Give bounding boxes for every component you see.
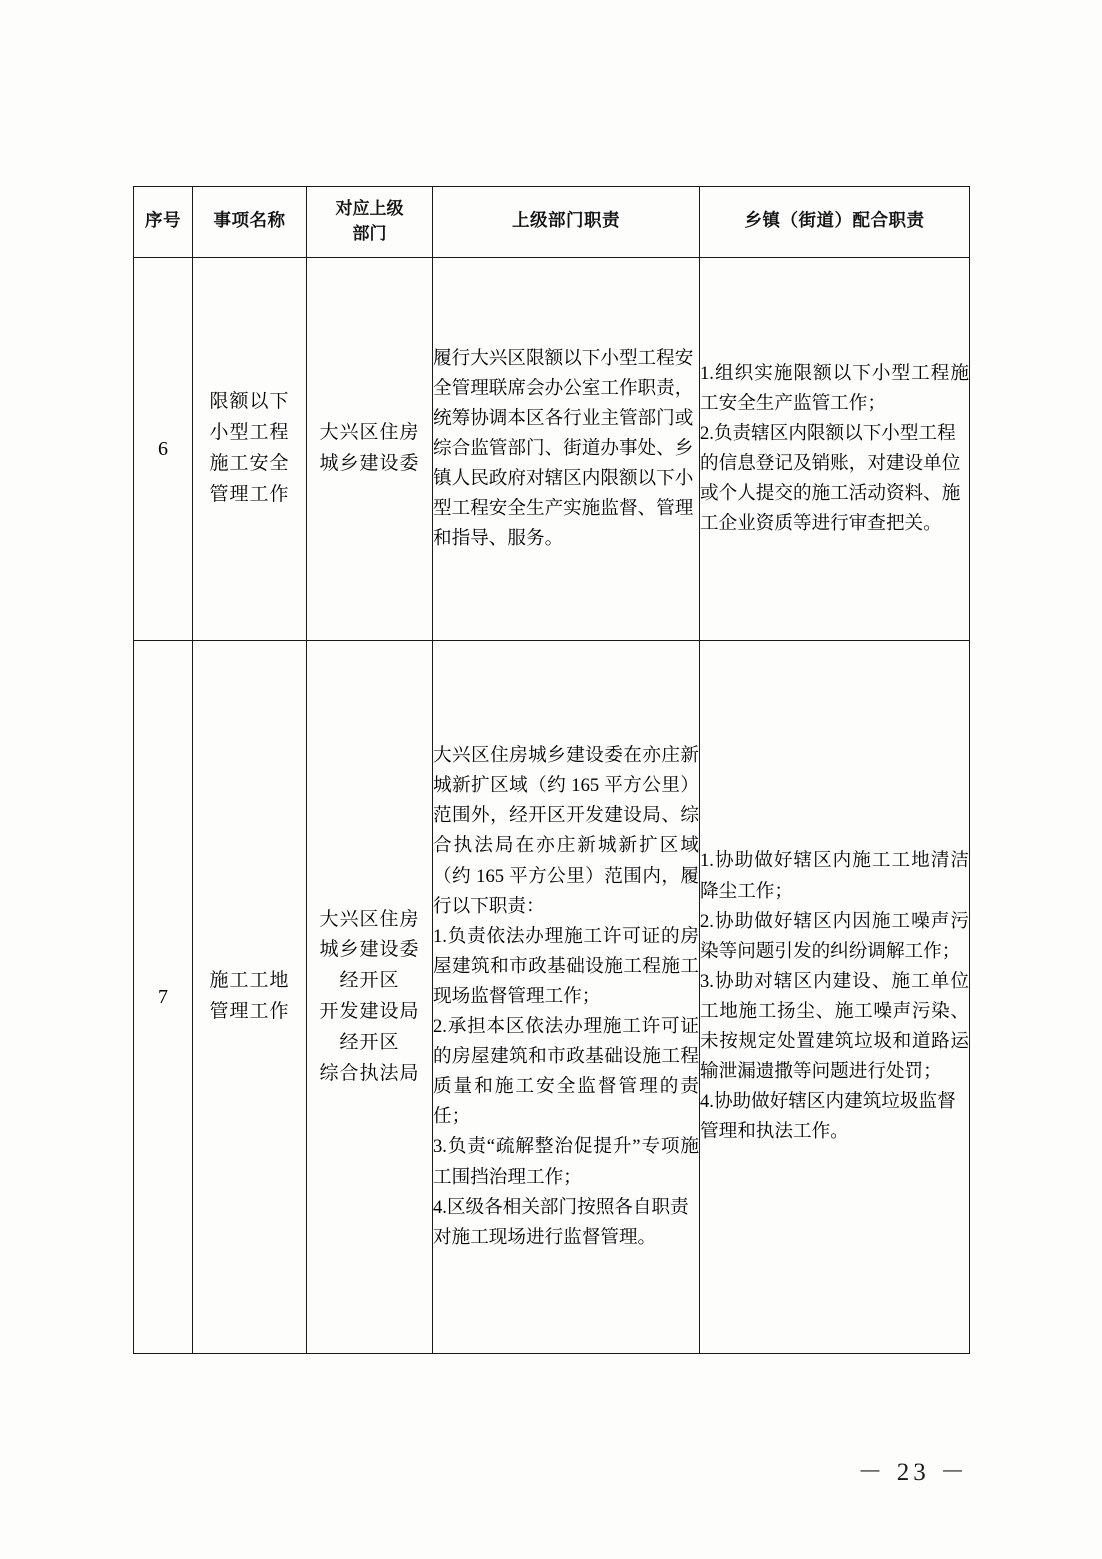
table-header-row	[134, 187, 970, 258]
item-name-line: 管理工作	[209, 1001, 290, 1022]
upper-dept-line: 开发建设局	[319, 1001, 420, 1022]
upper-dept-line: 经开区	[339, 1031, 400, 1053]
row-item-name	[193, 258, 307, 641]
row-upper-duty	[433, 641, 700, 1354]
table-row	[134, 258, 970, 641]
responsibility-table	[133, 186, 970, 1354]
item-name-line: 限额以下	[209, 391, 290, 413]
town-duty-paragraph: 2.负责辖区内限额以下小型工程的信息登记及销账，对建设单位或个人提交的施工活动资料、施工企业资质等进行审查把关。	[700, 422, 961, 535]
upper-dept-line: 经开区	[339, 970, 400, 992]
page-number: － 23 －	[857, 1459, 969, 1486]
header-cell-upper-duty: 上级部门职责	[433, 187, 700, 258]
upper-duty-paragraph: 1.负责依法办理施工许可证的房屋建筑和市政基础设施工程施工现场监督管理工作；	[433, 925, 699, 1007]
upper-duty-paragraph: 3.负责“疏解整治促提升”专项施工围挡治理工作；	[433, 1136, 699, 1188]
upper-duty-paragraph: 大兴区住房城乡建设委在亦庄新城新扩区域（约 165 平方公里）范围外，经开区开发建设局、综合执法局在亦庄新城新扩区域（约 165 平方公里）范围内，履行以下职责：	[433, 745, 699, 917]
upper-dept-line: 大兴区住房	[319, 908, 420, 930]
upper-dept-line: 大兴区住房	[319, 422, 420, 444]
row-upper-dept	[307, 258, 433, 641]
town-duty-paragraph: 1.协助做好辖区内施工工地清洁降尘工作；	[700, 850, 969, 902]
row-seq: 7	[134, 641, 193, 1354]
header-cell-upper-dept	[307, 187, 433, 258]
town-duty-paragraph: 3.协助对辖区内建设、施工单位工地施工扬尘、施工噪声污染、未按规定处置建筑垃圾和道路运输泄漏遗撒等问题进行处罚；	[700, 970, 969, 1083]
row-town-duty	[700, 258, 970, 641]
header-upper-dept-line1: 对应上级	[335, 199, 404, 220]
row-item-name	[193, 641, 307, 1354]
town-duty-paragraph: 2.协助做好辖区内因施工噪声污染等问题引发的纠纷调解工作；	[700, 910, 969, 962]
upper-dept-line: 城乡建设委	[319, 453, 420, 474]
row-town-duty	[700, 641, 970, 1354]
town-duty-paragraph: 4.协助做好辖区内建筑垃圾监督管理和执法工作。	[700, 1091, 956, 1143]
item-name-line: 管理工作	[209, 483, 290, 505]
header-upper-dept-line2: 部门	[352, 224, 387, 244]
header-cell-seq: 序号	[134, 187, 193, 258]
header-cell-town-duty: 乡镇（街道）配合职责	[700, 187, 970, 258]
upper-duty-paragraph: 履行大兴区限额以下小型工程安全管理联席会办公室工作职责，统筹协调本区各行业主管部门或综合监管部门、街道办事处、乡镇人民政府对辖区内限额以下小型工程安全生产实施监督、管理和指导、服务。	[433, 347, 694, 550]
upper-duty-paragraph: 4.区级各相关部门按照各自职责对施工现场进行监督管理。	[433, 1196, 689, 1248]
upper-dept-line: 城乡建设委	[319, 939, 420, 961]
upper-dept-line: 综合执法局	[319, 1062, 420, 1084]
row-upper-duty	[433, 258, 700, 641]
item-name-line: 施工安全	[209, 453, 290, 474]
table-row	[134, 641, 970, 1354]
town-duty-paragraph: 1.组织实施限额以下小型工程施工安全生产监管工作；	[700, 362, 969, 414]
row-seq: 6	[134, 258, 193, 641]
item-name-line: 施工工地	[209, 970, 290, 992]
row-upper-dept	[307, 641, 433, 1354]
header-cell-item-name: 事项名称	[193, 187, 307, 258]
upper-duty-paragraph: 2.承担本区依法办理施工许可证的房屋建筑和市政基础设施工程质量和施工安全监督管理的责任；	[433, 1016, 699, 1128]
item-name-line: 小型工程	[209, 422, 290, 444]
